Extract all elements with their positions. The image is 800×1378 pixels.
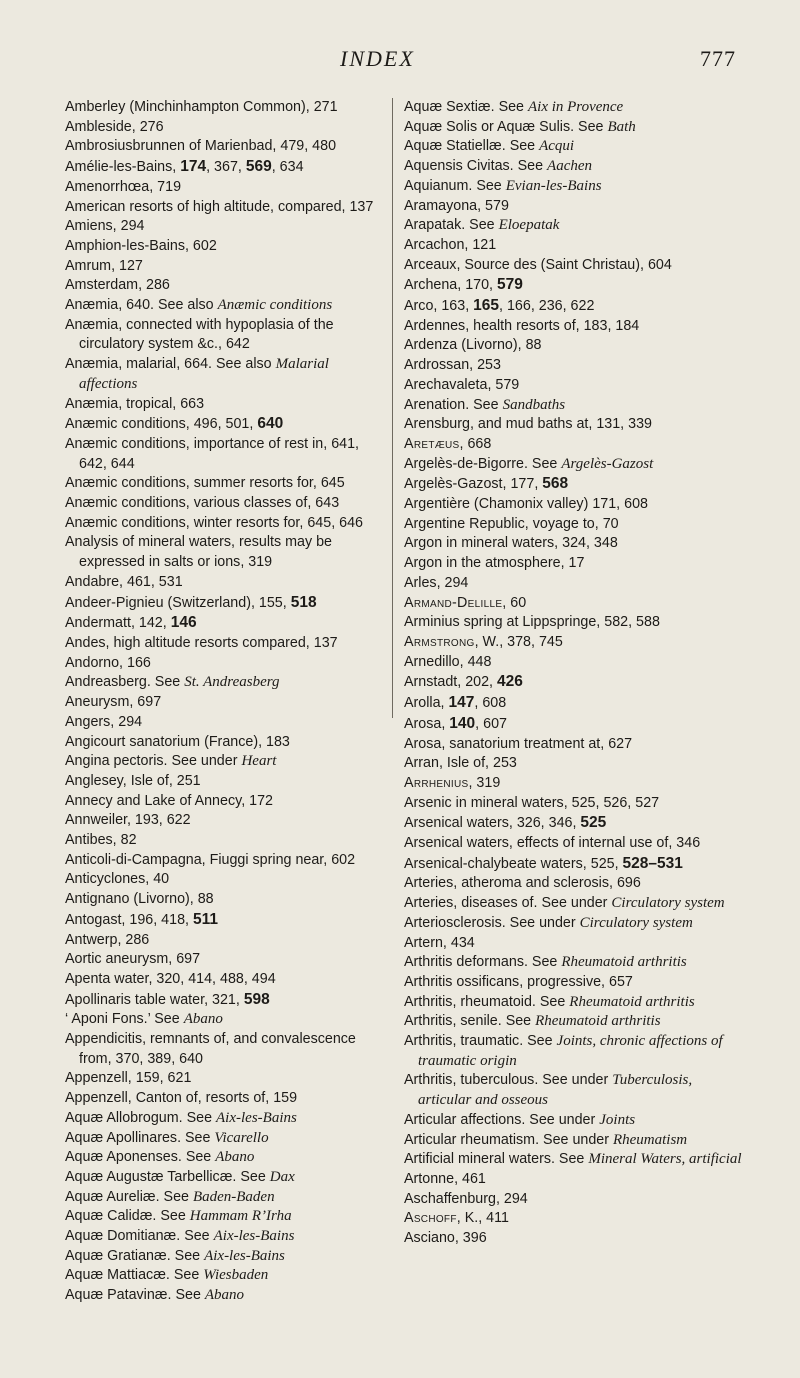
entry-text: Arthritis deformans. See [404, 954, 562, 971]
index-entry [65, 851, 385, 871]
principal-page-ref: 426 [497, 673, 523, 691]
entry-text: , 367, [206, 159, 246, 176]
entry-text: Arthritis, rheumatoid. See [404, 993, 570, 1010]
cross-reference: Aix in Provence [527, 99, 624, 115]
index-entry [404, 376, 749, 396]
index-entry [65, 593, 385, 614]
index-entry [404, 934, 749, 954]
entry-text: Aquæ Statiellæ. See [404, 138, 540, 155]
index-entry [404, 415, 749, 435]
index-entry [65, 870, 385, 890]
entry-text: Aquæ Allobrogum. See [65, 1109, 217, 1126]
cross-reference: Aix-les-Bains [204, 1247, 285, 1264]
index-entry [65, 355, 385, 394]
entry-text: Aquæ Augustæ Tarbellicæ. See [65, 1168, 270, 1185]
entry-text: Armand-Delille [404, 594, 503, 611]
index-entry [65, 494, 385, 514]
cross-reference: Hammam R’Irha [189, 1208, 292, 1225]
cross-reference: Heart [241, 753, 277, 770]
index-entry [404, 653, 749, 673]
entry-text: Arminius spring at Lippspringe, 582, 588 [404, 614, 660, 631]
index-entry [404, 993, 749, 1013]
entry-text: Arco, 163, [404, 298, 474, 315]
index-entry [65, 118, 385, 138]
index-entry [65, 831, 385, 851]
index-entry [404, 1170, 749, 1190]
entry-text: Arapatak. See [404, 217, 499, 234]
index-entry [65, 1129, 385, 1149]
entry-text: Aquæ Patavinæ. See [65, 1287, 205, 1304]
entry-text: Articular affections. See under [404, 1111, 600, 1128]
cross-reference: Wiesbaden [203, 1267, 269, 1284]
cross-reference: Circulatory system [611, 895, 725, 912]
page-number: 777 [700, 46, 736, 71]
cross-reference: Malarial affections [79, 356, 329, 392]
index-entry [65, 1227, 385, 1247]
index-entry [65, 573, 385, 593]
index-entry [65, 1247, 385, 1267]
cross-reference: Anæmic conditions [217, 297, 333, 314]
entry-text: Aquæ Solis or Aquæ Sulis. See [404, 118, 608, 135]
entry-text: Anæmic conditions, importance of rest in, 641, 642, 644 [65, 435, 360, 472]
entry-text: Amphion-les-Bains, 602 [65, 237, 217, 254]
entry-text: Arsenic in mineral waters, 525, 526, 527 [404, 794, 660, 811]
principal-page-ref: 525 [580, 814, 607, 832]
entry-text: Ambrosiusbrunnen of Marienbad, 479, 480 [65, 138, 337, 155]
entry-text: Aquianum. See [404, 177, 506, 194]
index-entry [404, 1190, 749, 1210]
index-entry [404, 894, 749, 914]
cross-reference: Abano [183, 1011, 223, 1028]
entry-text: Amélie-les-Bains, [65, 159, 181, 176]
entry-text: Argentine Republic, voyage to, 70 [404, 515, 619, 532]
index-entry [65, 1286, 385, 1306]
entry-text: Amiens, 294 [65, 218, 145, 235]
entry-text: Andes, high altitude resorts compared, 137 [65, 634, 338, 651]
index-entry [65, 178, 385, 198]
cross-reference: Acqui [539, 138, 575, 155]
entry-text: Aretæus [404, 435, 460, 452]
entry-text: Aquæ Gratianæ. See [65, 1247, 205, 1264]
entry-text: , 608 [474, 695, 507, 712]
entry-text: , 319 [468, 774, 501, 791]
cross-reference: Tuberculosis, articular and osseous [418, 1072, 693, 1109]
index-entry [404, 137, 749, 157]
index-entry [65, 890, 385, 910]
entry-text: Arrhenius [404, 774, 469, 791]
entry-text: Antibes, 82 [65, 832, 137, 849]
index-entry [404, 435, 749, 455]
index-entry [65, 613, 385, 634]
index-entry [404, 714, 749, 735]
index-entry [65, 157, 385, 178]
index-entry [404, 813, 749, 834]
index-entry [65, 296, 385, 316]
entry-text: Arsenical waters, effects of internal use of, 346 [404, 835, 701, 852]
index-entry [404, 256, 749, 276]
principal-page-ref: 511 [192, 910, 218, 928]
principal-page-ref: 598 [243, 990, 270, 1008]
entry-text: , 607 [475, 715, 507, 732]
entry-text: Artonne, 461 [404, 1170, 486, 1187]
index-entry [404, 794, 749, 814]
index-entry [404, 1032, 749, 1071]
entry-text: , 668 [459, 435, 492, 452]
index-entry [65, 414, 385, 435]
index-entry [404, 495, 749, 515]
entry-text: Argon in the atmosphere, 17 [404, 555, 585, 572]
index-entry [404, 1150, 749, 1170]
index-entry [404, 554, 749, 574]
index-entry [65, 752, 385, 772]
index-entry [65, 990, 385, 1011]
entry-text: Apenta water, 320, 414, 488, 494 [65, 970, 276, 987]
index-entry [404, 672, 749, 693]
index-entry [404, 854, 749, 875]
index-entry [65, 673, 385, 693]
entry-text: Antignano (Livorno), 88 [65, 891, 214, 908]
entry-text: Arthritis, tuberculous. See under [404, 1072, 613, 1089]
cross-reference: Rheumatoid arthritis [535, 1013, 661, 1030]
entry-text: Anglesey, Isle of, 251 [65, 772, 201, 789]
index-entry [404, 275, 749, 296]
cross-reference: Aachen [547, 158, 593, 175]
index-entry [404, 1229, 749, 1249]
entry-text: Anticoli-di-Campagna, Fiuggi spring near, 602 [65, 851, 356, 868]
entry-text: Aquæ Calidæ. See [65, 1208, 190, 1225]
cross-reference: Dax [269, 1168, 295, 1185]
principal-page-ref: 528–531 [622, 854, 683, 872]
entry-text: Andeer-Pignieu (Switzerland), 155, [65, 594, 291, 611]
entry-text: Argelès-Gazost, 177, [404, 476, 543, 493]
index-entry [404, 336, 749, 356]
entry-text: Anticyclones, 40 [65, 871, 170, 888]
cross-reference: Aix-les-Bains [216, 1109, 297, 1126]
entry-text: Amberley (Minchinhampton Common), 271 [65, 99, 338, 115]
entry-text: Anæmic conditions, 496, 501, [65, 416, 258, 433]
cross-reference: Sandbaths [502, 396, 566, 413]
entry-text: Aneurysm, 697 [65, 694, 162, 711]
entry-text: Appendicitis, remnants of, and convalescence from, 370, 389, 640 [65, 1031, 356, 1067]
entry-text: Analysis of mineral waters, results may be expressed in salts or ions, 319 [65, 534, 332, 571]
entry-text: Arles, 294 [404, 574, 469, 591]
entry-text: Amsterdam, 286 [65, 277, 170, 294]
index-entry [65, 98, 385, 118]
principal-page-ref: 518 [290, 593, 317, 611]
index-entry [65, 1030, 385, 1069]
index-entry [65, 435, 385, 474]
entry-text: Annecy and Lake of Annecy, 172 [65, 792, 273, 809]
entry-text: Artificial mineral waters. See [404, 1151, 589, 1168]
entry-text: Arolla, [404, 695, 449, 712]
index-entry [404, 735, 749, 755]
cross-reference: Rheumatism [612, 1131, 688, 1148]
index-entry [65, 811, 385, 831]
index-entry [404, 874, 749, 894]
entry-text: ‘ Aponi Fons.’ See [65, 1011, 184, 1028]
entry-text: Andorno, 166 [65, 654, 151, 671]
cross-reference: Vicarello [214, 1129, 269, 1146]
entry-text: , 60 [502, 594, 527, 611]
cross-reference: Circulatory system [579, 914, 693, 931]
cross-reference: St. Andreasberg [184, 674, 280, 691]
entry-text: Aschaffenburg, 294 [404, 1190, 528, 1207]
entry-text: Aquæ Mattiacæ. See [65, 1267, 204, 1284]
entry-text: Arosa, [404, 715, 450, 732]
index-entry [65, 970, 385, 990]
principal-page-ref: 147 [448, 694, 475, 712]
index-entry [404, 455, 749, 475]
principal-page-ref: 165 [473, 297, 500, 315]
index-entry [65, 931, 385, 951]
entry-text: Arnstadt, 202, [404, 674, 497, 691]
cross-reference: Mineral Waters, artificial [588, 1151, 742, 1168]
entry-text: Angicourt sanatorium (France), 183 [65, 733, 290, 750]
principal-page-ref: 568 [542, 475, 569, 493]
cross-reference: Joints, chronic affections of traumatic origin [418, 1033, 723, 1069]
entry-text: Anæmia, malarial, 664. See also [65, 356, 276, 373]
index-entry [65, 1089, 385, 1109]
index-entry [404, 953, 749, 973]
entry-text: Arthritis, traumatic. See [404, 1033, 557, 1050]
entry-text: Annweiler, 193, 622 [65, 812, 191, 829]
entry-text: Anæmia, tropical, 663 [65, 395, 205, 412]
index-entry [65, 257, 385, 277]
index-column-left [65, 98, 385, 1306]
index-entry [404, 98, 749, 118]
index-entry [65, 474, 385, 494]
index-entry [65, 514, 385, 534]
entry-text: Arnedillo, 448 [404, 653, 492, 670]
entry-text: Arsenical waters, 326, 346, [404, 815, 581, 832]
entry-text: Arceaux, Source des (Saint Christau), 604 [404, 256, 672, 273]
index-entry [404, 633, 749, 653]
column-divider [392, 98, 393, 718]
index-entry [65, 395, 385, 415]
entry-text: Andabre, 461, 531 [65, 573, 183, 590]
index-entry [65, 533, 385, 572]
index-column-right [404, 98, 749, 1249]
cross-reference: Rheumatoid arthritis [561, 954, 687, 971]
principal-page-ref: 640 [257, 415, 284, 433]
cross-reference: Rheumatoid arthritis [569, 993, 695, 1010]
index-entry [404, 613, 749, 633]
entry-text: Appenzell, 159, 621 [65, 1070, 192, 1087]
entry-text: Amenorrhœa, 719 [65, 178, 182, 195]
cross-reference: Abano [215, 1149, 255, 1166]
index-entry [65, 693, 385, 713]
index-entry [65, 910, 385, 931]
index-entry [65, 1266, 385, 1286]
entry-text: Aschoff [404, 1210, 457, 1227]
entry-text: , 166, 236, 622 [499, 298, 595, 315]
entry-text: Arran, Isle of, 253 [404, 755, 517, 772]
index-entry [404, 118, 749, 138]
entry-text: Arenation. See [404, 396, 503, 413]
entry-text: Arosa, sanatorium treatment at, 627 [404, 735, 633, 752]
entry-text: Anæmic conditions, summer resorts for, 645 [65, 475, 345, 492]
cross-reference: Joints [599, 1111, 636, 1128]
entry-text: Arteries, diseases of. See under [404, 895, 612, 912]
entry-text: Arcachon, 121 [404, 236, 497, 253]
entry-text: Antwerp, 286 [65, 931, 150, 948]
index-entry [65, 733, 385, 753]
entry-text: Argentière (Chamonix valley) 171, 608 [404, 496, 648, 513]
index-entry [404, 914, 749, 934]
entry-text: Appenzell, Canton of, resorts of, 159 [65, 1090, 298, 1107]
index-entry [404, 515, 749, 535]
index-entry [404, 834, 749, 854]
entry-text: Arthritis, senile. See [404, 1013, 536, 1030]
entry-text: Archena, 170, [404, 277, 497, 294]
entry-text: Arteriosclerosis. See under [404, 914, 580, 931]
index-entry [404, 177, 749, 197]
index-entry [65, 1069, 385, 1089]
index-entry [65, 137, 385, 157]
entry-text: Anæmia, connected with hypoplasia of the circulatory system &c., 642 [65, 316, 334, 353]
index-entry [404, 594, 749, 614]
index-entry [65, 217, 385, 237]
cross-reference: Argelès-Gazost [561, 455, 654, 472]
entry-text: , W., 378, 745 [474, 633, 563, 650]
entry-text: Aquæ Aureliæ. See [65, 1188, 193, 1205]
entry-text: Antogast, 196, 418, [65, 911, 193, 928]
entry-text: Argon in mineral waters, 324, 348 [404, 535, 618, 552]
entry-text: Anæmic conditions, various classes of, 643 [65, 495, 340, 512]
page-header [0, 46, 800, 76]
entry-text: Aquæ Sextiæ. See [404, 99, 528, 115]
entry-text: Anæmic conditions, winter resorts for, 645, 646 [65, 514, 363, 531]
entry-text: , 634 [271, 159, 304, 176]
index-entry [404, 693, 749, 714]
index-entry [65, 276, 385, 296]
index-entry [65, 316, 385, 355]
entry-text: Aquæ Aponenses. See [65, 1149, 216, 1166]
cross-reference: Abano [204, 1287, 245, 1304]
index-entry [404, 356, 749, 376]
cross-reference: Bath [607, 118, 636, 135]
entry-text: Arechavaleta, 579 [404, 376, 520, 393]
index-entry [404, 1209, 749, 1229]
index-entry [404, 754, 749, 774]
index-entry [404, 1071, 749, 1110]
entry-text: American resorts of high altitude, compared, 137 [65, 198, 374, 215]
index-entry [65, 950, 385, 970]
entry-text: Aramayona, 579 [404, 197, 509, 214]
entry-text: Arteries, atheroma and sclerosis, 696 [404, 875, 641, 892]
entry-text: Angers, 294 [65, 713, 143, 730]
principal-page-ref: 569 [245, 158, 272, 176]
entry-text: Argelès-de-Bigorre. See [404, 455, 562, 472]
cross-reference: Baden-Baden [192, 1188, 275, 1205]
principal-page-ref: 174 [180, 158, 207, 176]
index-entry [404, 1131, 749, 1151]
index-entry [404, 774, 749, 794]
entry-text: Ardenza (Livorno), 88 [404, 337, 542, 354]
index-entry [404, 396, 749, 416]
entry-text: , K., 411 [456, 1210, 509, 1227]
principal-page-ref: 146 [170, 614, 197, 632]
index-entry [65, 654, 385, 674]
entry-text: Anæmia, 640. See also [65, 297, 218, 314]
index-entry [404, 317, 749, 337]
index-entry [65, 1188, 385, 1208]
entry-text: Artern, 434 [404, 934, 475, 951]
index-entry [404, 1111, 749, 1131]
index-entry [65, 1109, 385, 1129]
entry-text: Armstrong [404, 633, 475, 650]
page-title: INDEX [340, 46, 415, 71]
index-entry [404, 1012, 749, 1032]
index-entry [65, 237, 385, 257]
principal-page-ref: 140 [449, 714, 476, 732]
index-entry [404, 236, 749, 256]
index-entry [65, 792, 385, 812]
entry-text: Arensburg, and mud baths at, 131, 339 [404, 416, 652, 433]
entry-text: Aquensis Civitas. See [404, 158, 548, 175]
cross-reference: Aix-les-Bains [213, 1228, 295, 1245]
index-entry [404, 574, 749, 594]
index-entry [404, 534, 749, 554]
index-entry [65, 772, 385, 792]
entry-text: Aquæ Domitianæ. See [65, 1228, 214, 1245]
index-entry [65, 1207, 385, 1227]
index-entry [404, 973, 749, 993]
entry-text: Andreasberg. See [65, 674, 185, 691]
index-entry [65, 1010, 385, 1030]
entry-text: Apollinaris table water, 321, [65, 991, 244, 1008]
entry-text: Articular rheumatism. See under [404, 1131, 613, 1148]
entry-text: Arthritis ossificans, progressive, 657 [404, 973, 633, 990]
entry-text: Andermatt, 142, [65, 615, 171, 632]
entry-text: Ardennes, health resorts of, 183, 184 [404, 317, 640, 334]
entry-text: Amrum, 127 [65, 257, 143, 274]
index-entry [404, 197, 749, 217]
cross-reference: Eloepatak [498, 217, 560, 234]
entry-text: Ardrossan, 253 [404, 357, 501, 374]
index-entry [404, 296, 749, 317]
cross-reference: Evian-les-Bains [505, 177, 602, 194]
entry-text: Aquæ Apollinares. See [65, 1129, 215, 1146]
index-entry [65, 1148, 385, 1168]
entry-text: Arsenical-chalybeate waters, 525, [404, 855, 623, 872]
index-entry [65, 198, 385, 218]
index-entry [65, 1168, 385, 1188]
index-entry [404, 157, 749, 177]
entry-text: Ambleside, 276 [65, 118, 164, 135]
index-entry [65, 713, 385, 733]
entry-text: Asciano, 396 [404, 1230, 487, 1247]
index-entry [404, 216, 749, 236]
index-entry [404, 474, 749, 495]
entry-text: Angina pectoris. See under [65, 753, 242, 770]
entry-text: Aortic aneurysm, 697 [65, 951, 201, 968]
principal-page-ref: 579 [497, 276, 523, 294]
index-entry [65, 634, 385, 654]
